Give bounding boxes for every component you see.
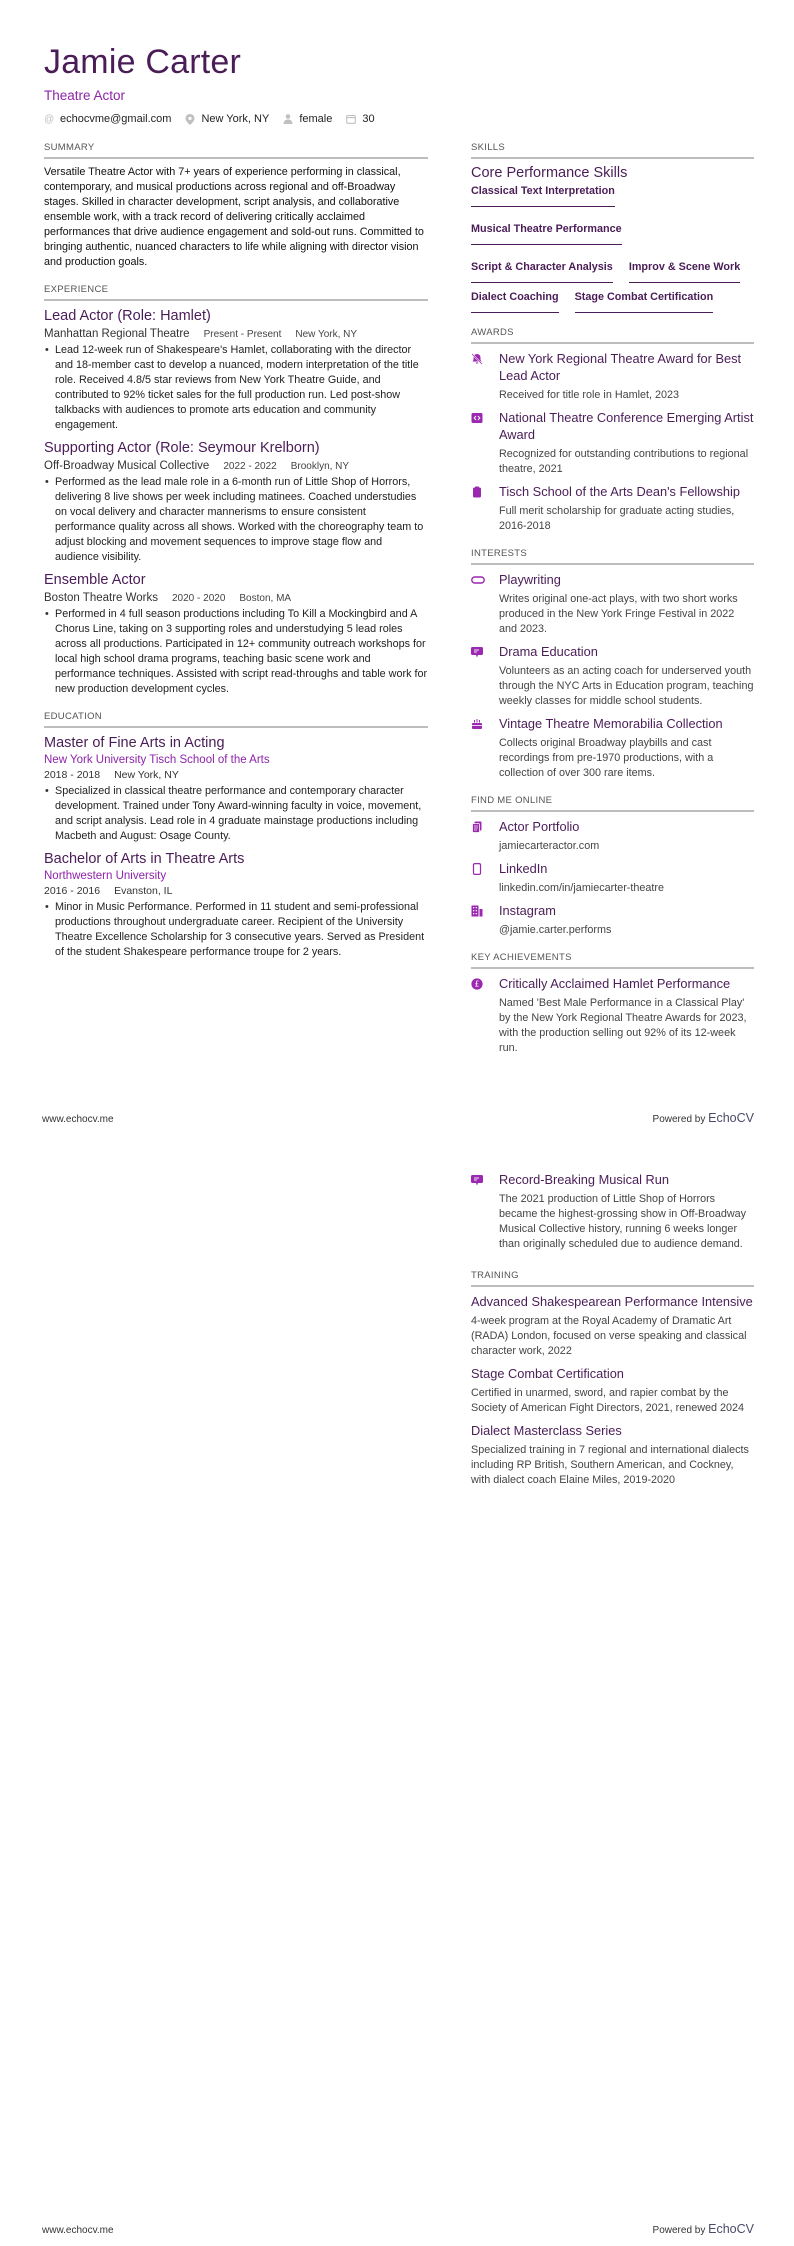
awards-section bbox=[471, 327, 754, 534]
contact-gender bbox=[283, 113, 332, 125]
education-entry bbox=[44, 734, 428, 844]
training-desc: Certified in unarmed, sword, and rapier combat by the Society of American Fight Directors, 2021, renewed 2024 bbox=[471, 1387, 745, 1414]
brand-name[interactable]: EchoCV bbox=[708, 2222, 754, 2236]
section-heading: FIND ME ONLINE bbox=[471, 795, 754, 812]
interest-item bbox=[471, 715, 754, 781]
page-footer bbox=[42, 2222, 754, 2236]
job-bullet: • Lead 12-week run of Shakespeare's Hamlet, collaborating with the director and 18-member cast to develop a nuanced, modern interpretation of the title role. Received 4.8/5 star reviews from New York Theatre Guide, and contributed to 92% ticket sales for the full production run. Led post-show talkbacks with audiences to promote arts education and community engagement. bbox=[44, 343, 428, 433]
online-title: LinkedIn bbox=[499, 861, 548, 876]
job-location: New York, NY bbox=[295, 329, 358, 340]
award-title: New York Regional Theatre Award for Best Lead Actor bbox=[499, 351, 742, 383]
company-name: Boston Theatre Works bbox=[44, 592, 158, 604]
skill-tag: Script & Character Analysis bbox=[471, 261, 613, 283]
achievement-title: Critically Acclaimed Hamlet Performance bbox=[499, 976, 731, 991]
chat-bubble-icon bbox=[471, 646, 483, 658]
education-bullet: • Minor in Music Performance. Performed in 11 student and semi-professional productions throughout undergraduate career. Recipient of the University Theatre Excellence Scholarship for 3 consecutive years. Served as President of the student Shakespeare performance troupe for 2 years. bbox=[44, 900, 428, 960]
degree-title: Master of Fine Arts in Acting bbox=[44, 735, 225, 751]
achievement-desc: Named 'Best Male Performance in a Classical Play' by the New York Regional Theatre Awards for 2023, with the production selling out 92% of its 12-week run. bbox=[499, 997, 747, 1054]
gender-text: female bbox=[299, 113, 333, 125]
left-column bbox=[44, 142, 428, 974]
training-title: Stage Combat Certification bbox=[471, 1366, 624, 1381]
award-desc: Full merit scholarship for graduate acting studies, 2016-2018 bbox=[499, 505, 735, 532]
age-text: 30 bbox=[362, 113, 375, 125]
skill-tag: Classical Text Interpretation bbox=[471, 185, 615, 207]
interest-title: Vintage Theatre Memorabilia Collection bbox=[499, 716, 723, 731]
skill-tag: Stage Combat Certification bbox=[575, 291, 714, 313]
experience-entry bbox=[44, 307, 428, 433]
right-column-continued bbox=[471, 1165, 754, 1502]
award-item bbox=[471, 409, 754, 477]
footer-site[interactable]: www.echocv.me bbox=[42, 2225, 114, 2236]
section-heading: SUMMARY bbox=[44, 142, 428, 159]
job-title: Supporting Actor (Role: Seymour Krelborn) bbox=[44, 440, 320, 456]
job-title: Lead Actor (Role: Hamlet) bbox=[44, 308, 211, 324]
education-section bbox=[44, 711, 428, 960]
experience-entry bbox=[44, 571, 428, 697]
education-location: New York, NY bbox=[114, 769, 179, 781]
summary-section bbox=[44, 142, 428, 270]
job-bullets bbox=[44, 343, 428, 433]
interest-title: Drama Education bbox=[499, 644, 598, 659]
award-title: National Theatre Conference Emerging Artist Award bbox=[499, 410, 754, 442]
education-bullets bbox=[44, 900, 428, 960]
contact-row bbox=[44, 113, 375, 125]
achievement-item bbox=[471, 1171, 754, 1252]
training-title: Dialect Masterclass Series bbox=[471, 1423, 622, 1438]
contact-location bbox=[185, 113, 269, 125]
skill-category: Core Performance Skills bbox=[471, 165, 628, 181]
job-bullets bbox=[44, 607, 428, 697]
job-title: Ensemble Actor bbox=[44, 572, 146, 588]
job-meta bbox=[44, 592, 428, 604]
online-item[interactable] bbox=[471, 818, 754, 854]
online-link[interactable]: jamiecarteractor.com bbox=[499, 840, 600, 852]
svg-text:£: £ bbox=[474, 979, 480, 989]
training-item bbox=[471, 1293, 754, 1359]
resume-page-2 bbox=[0, 1123, 794, 2246]
training-item bbox=[471, 1365, 754, 1416]
section-heading: EXPERIENCE bbox=[44, 284, 428, 301]
education-bullets bbox=[44, 784, 428, 844]
online-item[interactable] bbox=[471, 860, 754, 896]
online-link[interactable]: linkedin.com/in/jamiecarter-theatre bbox=[499, 882, 665, 894]
education-location: Evanston, IL bbox=[114, 885, 173, 897]
email-text: echocvme@gmail.com bbox=[60, 113, 172, 125]
company-name: Manhattan Regional Theatre bbox=[44, 328, 190, 340]
section-heading: EDUCATION bbox=[44, 711, 428, 728]
achievement-item bbox=[471, 975, 754, 1056]
interest-item bbox=[471, 571, 754, 637]
online-item[interactable] bbox=[471, 902, 754, 938]
right-column bbox=[471, 142, 754, 1070]
training-desc: Specialized training in 7 regional and international dialects including RP British, Southern American, and Cockney, with dialect coach Elaine Miles, 2019-2020 bbox=[471, 1444, 749, 1486]
section-heading: AWARDS bbox=[471, 327, 754, 344]
skill-tag: Improv & Scene Work bbox=[629, 261, 740, 283]
award-item bbox=[471, 350, 754, 403]
section-heading: KEY ACHIEVEMENTS bbox=[471, 952, 754, 969]
candidate-title: Theatre Actor bbox=[44, 88, 126, 103]
documents-icon bbox=[471, 821, 483, 833]
achievements-section bbox=[471, 952, 754, 1056]
training-item bbox=[471, 1422, 754, 1488]
education-dates: 2018 - 2018 bbox=[44, 769, 101, 781]
company-name: Off-Broadway Musical Collective bbox=[44, 460, 210, 472]
award-item bbox=[471, 483, 754, 534]
online-title: Actor Portfolio bbox=[499, 819, 580, 834]
training-desc: 4-week program at the Royal Academy of Dramatic Art (RADA) London, focused on verse speaking and classical character work, 2022 bbox=[471, 1315, 747, 1357]
online-title: Instagram bbox=[499, 903, 556, 918]
award-desc: Received for title role in Hamlet, 2023 bbox=[499, 389, 680, 401]
online-link[interactable]: @jamie.carter.performs bbox=[499, 924, 612, 936]
job-bullet: • Performed as the lead male role in a 6-month run of Little Shop of Horrors, delivering 8 live shows per week including matinees. Coached understudies on vocal delivery and character mannerisms to ensure consistent performance quality across all shows. Worked with the choreography team to adjust blocking and movement sequences to improve stage flow and audience visibility. bbox=[44, 475, 428, 565]
skill-tag: Musical Theatre Performance bbox=[471, 223, 622, 245]
job-location: Brooklyn, NY bbox=[290, 461, 350, 472]
location-pin-icon bbox=[185, 114, 195, 125]
education-bullet: • Specialized in classical theatre performance and contemporary character development. Trained under Tony Award-winning faculty in voice, movement, and script analysis. Lead role in 4 graduate mainstage productions including Macbeth and August: Osage County. bbox=[44, 784, 428, 844]
phone-icon bbox=[471, 863, 483, 875]
powered-by-label: Powered by bbox=[652, 1114, 706, 1125]
bell-off-icon bbox=[471, 353, 483, 365]
training-section bbox=[471, 1270, 754, 1488]
section-heading: TRAINING bbox=[471, 1270, 754, 1287]
job-meta bbox=[44, 460, 428, 472]
cake-icon bbox=[471, 718, 483, 730]
job-bullet: • Performed in 4 full season productions including To Kill a Mockingbird and A Chorus Line, taking on 3 supporting roles and understudying 5 lead roles across all productions. Participated in 12+ community outreach workshops for local high school drama programs, teaching basic scene work and performance techniques. Assisted with script read-throughs and table work for new production development cycles. bbox=[44, 607, 428, 697]
calendar-icon bbox=[346, 114, 356, 124]
pound-coin-icon bbox=[471, 978, 483, 990]
contact-email[interactable] bbox=[44, 113, 171, 125]
contact-age bbox=[346, 113, 374, 125]
brand-name[interactable]: EchoCV bbox=[708, 1111, 754, 1125]
achievement-desc: The 2021 production of Little Shop of Horrors became the highest-grossing show in Off-Broadway Musical Collective history, running 6 weeks longer than originally scheduled due to audience demand. bbox=[499, 1193, 747, 1250]
job-bullets bbox=[44, 475, 428, 565]
person-icon bbox=[283, 114, 293, 124]
clipboard-icon bbox=[471, 486, 483, 498]
code-icon bbox=[471, 412, 483, 424]
interest-item bbox=[471, 643, 754, 709]
award-title: Tisch School of the Arts Dean's Fellowship bbox=[499, 484, 740, 499]
summary-text: Versatile Theatre Actor with 7+ years of experience performing in classical, contemporary, and musical productions across regional and off-Broadway stages. Skilled in character development, script analysis, and collaborative ensemble work, with a track record of delivering critically acclaimed performances that drive audience engagement and sold-out runs. Committed to bringing authentic, nuanced characters to life while aligning with director vision and production goals. bbox=[44, 166, 424, 268]
training-title: Advanced Shakespearean Performance Intensive bbox=[471, 1294, 753, 1309]
education-entry bbox=[44, 850, 428, 960]
job-dates: 2022 - 2022 bbox=[223, 461, 277, 472]
chat-bubble-icon bbox=[471, 1174, 483, 1186]
interest-title: Playwriting bbox=[499, 572, 561, 587]
section-heading: INTERESTS bbox=[471, 548, 754, 565]
footer-site[interactable]: www.echocv.me bbox=[42, 1114, 114, 1125]
award-desc: Recognized for outstanding contributions to regional theatre, 2021 bbox=[499, 448, 749, 475]
section-heading: SKILLS bbox=[471, 142, 754, 159]
interest-desc: Writes original one-act plays, with two short works produced in the New York Fringe Festival in 2022 and 2023. bbox=[499, 593, 738, 635]
powered-by-label: Powered by bbox=[652, 2225, 706, 2236]
building-icon bbox=[471, 905, 483, 917]
interests-section bbox=[471, 548, 754, 781]
achievement-title: Record-Breaking Musical Run bbox=[499, 1172, 669, 1187]
skill-tag: Dialect Coaching bbox=[471, 291, 559, 313]
location-text: New York, NY bbox=[201, 113, 270, 125]
job-dates: Present - Present bbox=[203, 329, 282, 340]
experience-section bbox=[44, 284, 428, 697]
education-dates: 2016 - 2016 bbox=[44, 885, 101, 897]
job-dates: 2020 - 2020 bbox=[172, 593, 226, 604]
achievements-section-continued bbox=[471, 1171, 754, 1252]
education-meta bbox=[44, 885, 428, 897]
capsule-icon bbox=[471, 574, 485, 586]
job-location: Boston, MA bbox=[239, 593, 292, 604]
school-name: New York University Tisch School of the Arts bbox=[44, 754, 270, 766]
interest-desc: Collects original Broadway playbills and cast recordings from pre-1970 productions, with a collection of over 300 rare items. bbox=[499, 737, 714, 779]
education-meta bbox=[44, 769, 428, 781]
at-icon: @ bbox=[44, 113, 55, 125]
skill-tags bbox=[471, 185, 754, 313]
school-name: Northwestern University bbox=[44, 870, 167, 882]
footer-powered bbox=[653, 2222, 754, 2236]
experience-entry bbox=[44, 439, 428, 565]
resume-header bbox=[44, 44, 375, 125]
interest-desc: Volunteers as an acting coach for underserved youth through the NYC Arts in Education program, teaching weekly classes for middle school students. bbox=[499, 665, 754, 707]
degree-title: Bachelor of Arts in Theatre Arts bbox=[44, 851, 245, 867]
candidate-name: Jamie Carter bbox=[44, 43, 242, 81]
skills-section bbox=[471, 142, 754, 313]
online-section bbox=[471, 795, 754, 938]
job-meta bbox=[44, 328, 428, 340]
